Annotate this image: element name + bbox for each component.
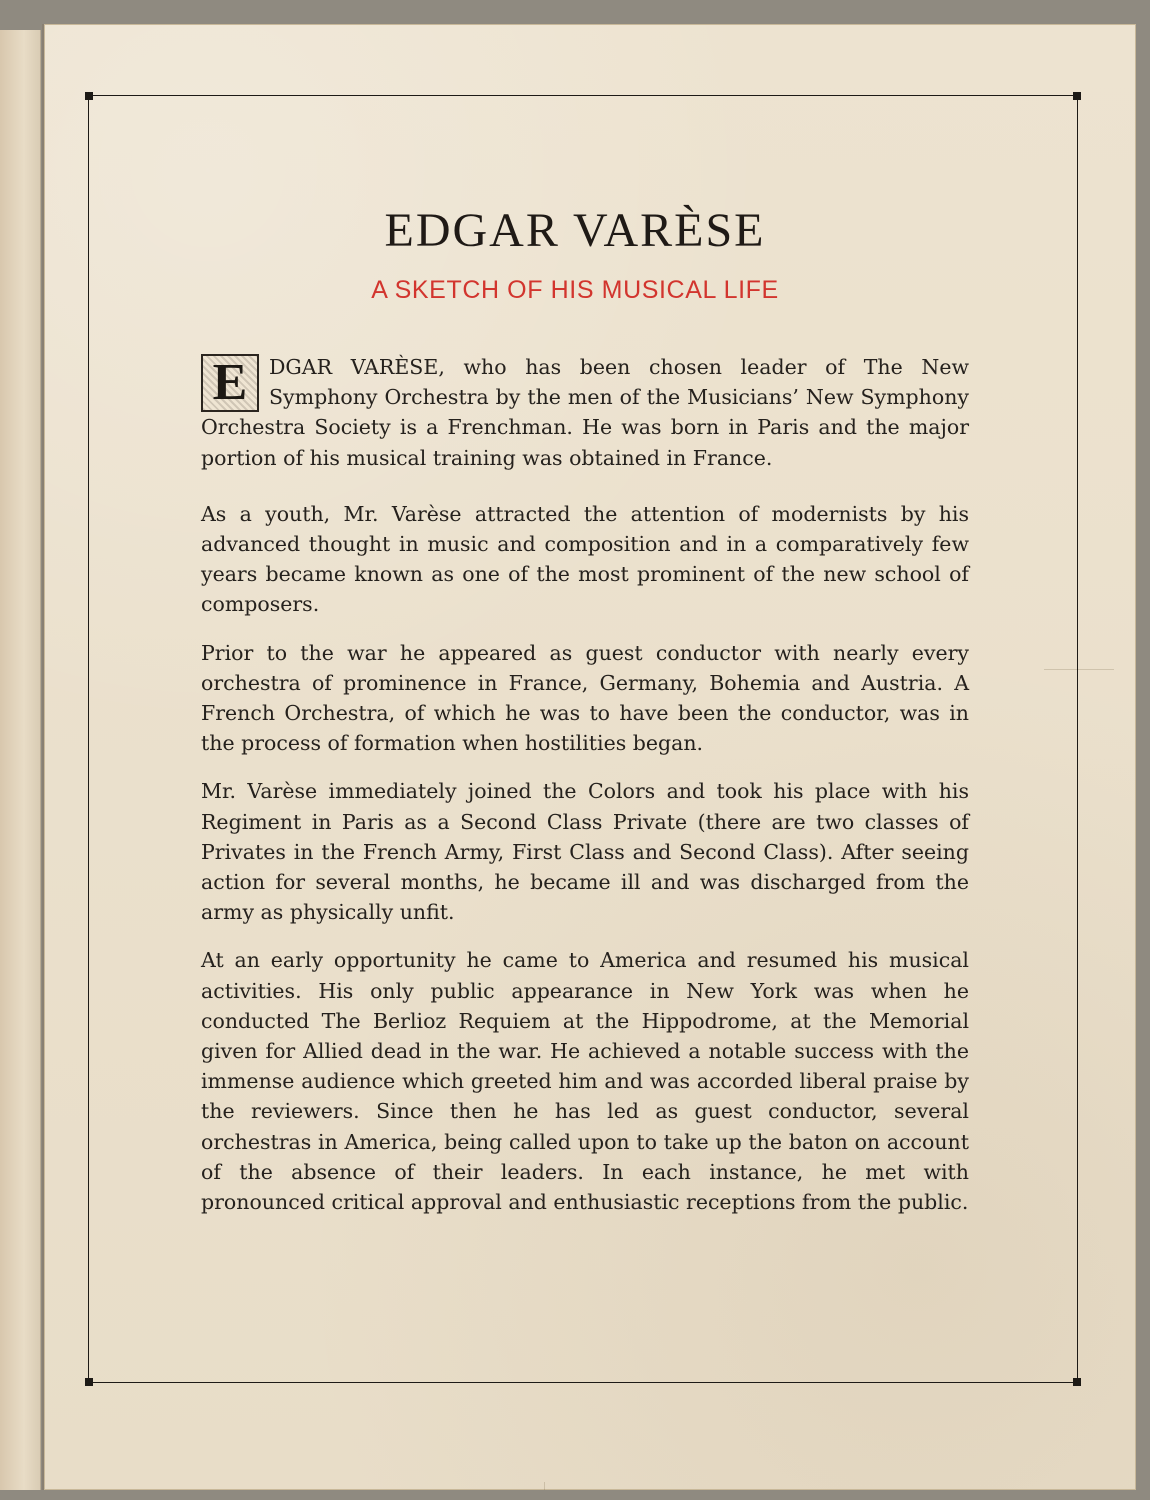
frame-corner-ornament [1073,1378,1081,1386]
frame-corner-ornament [85,1378,93,1386]
paragraph-4: Mr. Varèse immediately joined the Colors and took his place with his Regiment in Paris as a Second Class Private (there are two classes of Privates in the French Army, First Class and Second Class). After seeing action for several months, he became ill and was discharged from the army as physically unfit. [201,779,969,925]
paragraph-5: At an early opportunity he came to America and resumed his musical activities. His only public appearance in New York was when he conducted The Berlioz Requiem at the Hippodrome, at the Memorial given for Allied dead in the war. He achieved a notable success with the immense audience which greeted him and was accorded liberal praise by the reviewers. Since then he has led as guest conductor, several orchestras in America, being called upon to take up the baton on account of the absence of their leaders. In each instance, he met with pronounced critical approval and enthusiastic receptions from the public. [201,948,969,1215]
paragraph-2: As a youth, Mr. Varèse attracted the attention of modernists by his advanced thought in music and composition and in a comparatively few years became known as one of the most prominent of the new school of composers. [201,501,969,617]
paper-crease-mark [544,1482,545,1490]
frame-corner-ornament [1073,92,1081,100]
paragraph-1 [201,352,969,473]
frame-corner-ornament [85,92,93,100]
paragraph-1-text: DGAR VARÈSE, who has been chosen leader of The New Symphony Orchestra by the men of the Musicians’ New Symphony Orchestra Society is a Frenchman. He was born in Paris and the major portion of his musical training was obtained in France. [201,355,969,470]
article-body [201,352,969,1235]
page-subtitle: A SKETCH OF HIS MUSICAL LIFE [371,276,779,304]
drop-cap-letter: E [201,354,259,412]
page-title: EDGAR VARÈSE [384,204,766,257]
paragraph-3: Prior to the war he appeared as guest conductor with nearly every orchestra of prominence in France, Germany, Bohemia and Austria. A French Orchestra, of which he was to have been the conductor, was in the process of formation when hostilities began. [201,640,969,756]
